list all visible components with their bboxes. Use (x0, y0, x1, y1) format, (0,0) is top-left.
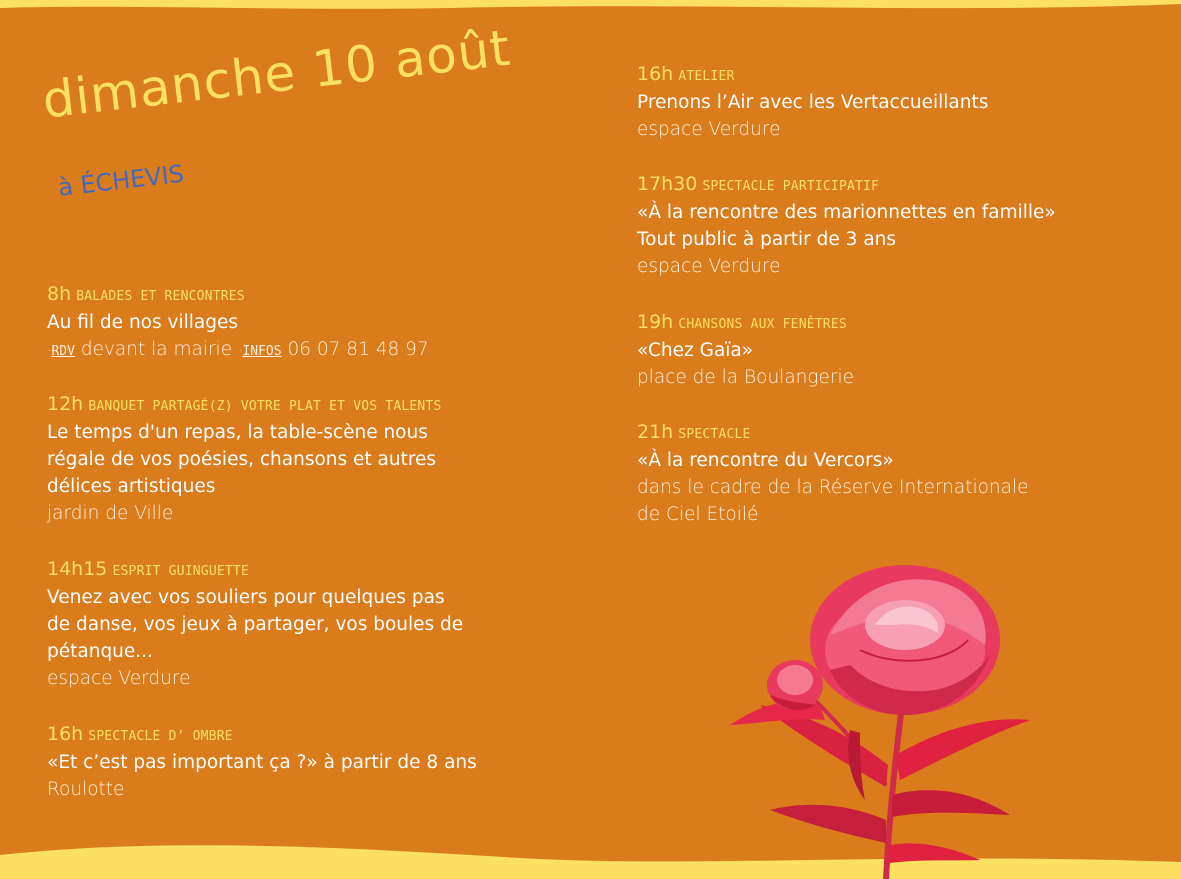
event-title: «Et c’est pas important ça ?» à partir de 8 ans (47, 752, 477, 773)
event-category: ESPRIT GUINGUETTE (112, 564, 249, 579)
event-title-line: Tout public à partir de 3 ans (637, 229, 897, 250)
event-place-line: de Ciel Etoilé (637, 504, 759, 525)
infos-label: INFOS (242, 344, 282, 359)
event-title-line: pétanque... (47, 641, 153, 662)
event-header (47, 395, 587, 414)
event-category: BANQUET PARTAGÉ(Z) VOTRE PLAT ET VOS TALENTS (88, 399, 442, 414)
event-header (47, 285, 587, 304)
event-title-line: «À la rencontre des marionnettes en famille» (637, 202, 1056, 223)
page-subtitle: à ÉCHEVIS (56, 159, 186, 202)
peony-flower-icon (700, 555, 1040, 879)
event-place: espace Verdure (637, 256, 781, 277)
event-title-line: Le temps d'un repas, la table-scène nous (47, 422, 428, 443)
phone-number: 06 07 81 48 97 (287, 339, 429, 360)
event-title-line: Venez avec vos souliers pour quelques pas (47, 587, 445, 608)
event-place: espace Verdure (637, 119, 781, 140)
event-header (637, 65, 1177, 84)
event-place: espace Verdure (47, 668, 191, 689)
event-category: SPECTACLE PARTICIPATIF (702, 179, 880, 194)
event-place: Roulotte (47, 779, 125, 800)
event-time: 12h (47, 393, 84, 415)
event-time: 14h15 (47, 558, 108, 580)
event-header (637, 423, 1177, 442)
event-time: 16h (637, 63, 674, 85)
event-header (47, 725, 587, 744)
event-8h (47, 285, 587, 365)
event-time: 19h (637, 311, 674, 333)
event-category: SPECTACLE (678, 427, 751, 442)
event-16h-ombre (47, 725, 587, 803)
event-place: place de la Boulangerie (637, 367, 854, 388)
event-title-line: régale de vos poésies, chansons et autres (47, 449, 437, 470)
event-time: 17h30 (637, 173, 698, 195)
page-title: dimanche 10 août (39, 18, 514, 130)
event-17h30 (637, 175, 1177, 280)
event-16h-atelier (637, 65, 1177, 143)
bullet-dot-icon: · (237, 343, 243, 359)
event-category: BALADES ET RENCONTRES (76, 289, 245, 304)
event-title: Au fil de nos villages (47, 312, 238, 333)
event-time: 16h (47, 723, 84, 745)
rdv-text: devant la mairie (80, 339, 233, 360)
rdv-label: RDV (51, 344, 75, 359)
event-place: jardin de Ville (47, 503, 174, 524)
bullet-dot-icon: · (47, 343, 52, 359)
event-title: «Chez Gaïa» (637, 340, 754, 361)
event-title: «À la rencontre du Vercors» (637, 450, 894, 471)
event-header (47, 560, 587, 579)
event-title-line: délices artistiques (47, 476, 216, 497)
event-category: CHANSONS AUX FENÊTRES (678, 317, 847, 332)
event-info-line (47, 336, 587, 365)
event-19h (637, 313, 1177, 391)
event-time: 21h (637, 421, 674, 443)
event-category: SPECTACLE D’ OMBRE (88, 729, 233, 744)
event-category: ATELIER (678, 69, 735, 84)
event-21h (637, 423, 1177, 528)
event-title: Prenons l’Air avec les Vertaccueillants (637, 92, 989, 113)
event-place-line: dans le cadre de la Réserve Internationale (637, 477, 1029, 498)
event-12h (47, 395, 587, 527)
event-time: 8h (47, 283, 72, 305)
event-header (637, 175, 1177, 194)
event-14h15 (47, 560, 587, 692)
event-header (637, 313, 1177, 332)
event-title-line: de danse, vos jeux à partager, vos boules de (47, 614, 464, 635)
